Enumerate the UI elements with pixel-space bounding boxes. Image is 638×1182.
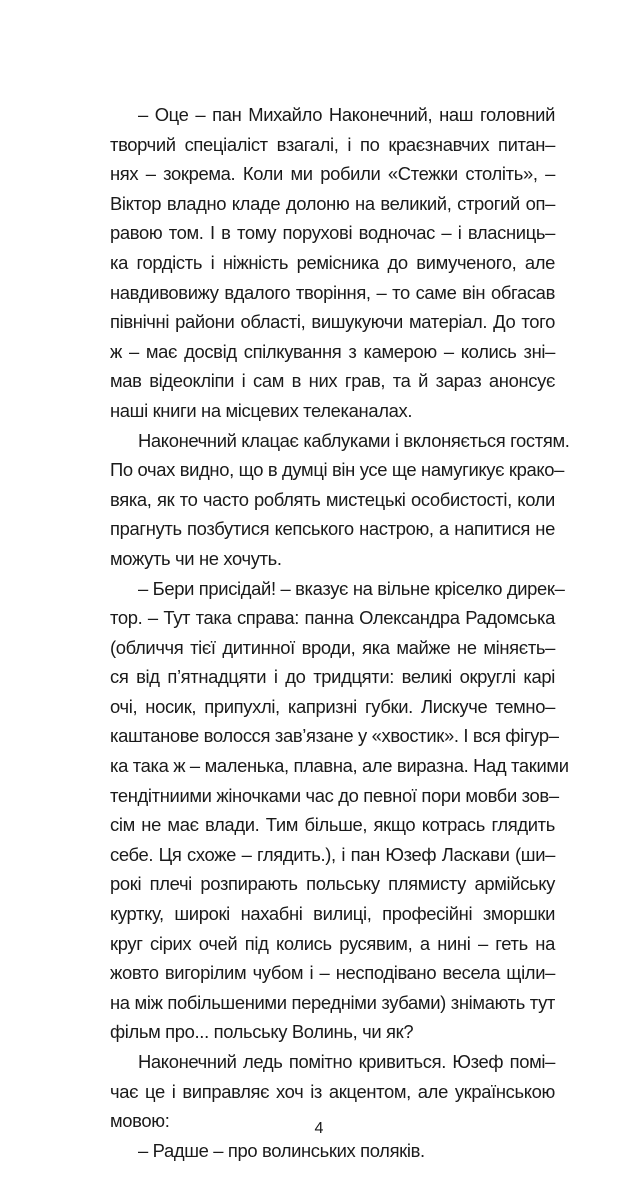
text-line: наші книги на місцевих телеканалах.: [110, 399, 413, 421]
text-line: – Бери присідай! – вказує на вільне кріселко дирек–: [138, 577, 565, 599]
text-line: каштанове волосся зав’язане у «хвостик». І вся фігур–: [110, 725, 559, 747]
text-line: куртку, широкі нахабні вилиці, професійні зморшки: [110, 903, 555, 925]
text-line: північні райони області, вишукуючи матеріал. До того: [110, 311, 555, 333]
text-line: ка така ж – маленька, плавна, але виразна. Над такими: [110, 755, 569, 777]
text-line: прагнуть позбутися кепського настрою, а напитися не: [110, 518, 555, 540]
text-line: навдивовижу вдалого творіння, – то саме він обгасав: [110, 281, 555, 303]
text-line: ся від п’ятнадцяти і до тридцяти: великі округлі карі: [110, 666, 555, 688]
text-line: ж – має досвід спілкування з камерою – колись зні–: [110, 340, 555, 362]
page-text-block: [110, 100, 570, 1165]
text-line: Віктор владно кладе долоню на великий, строгий оп–: [110, 192, 555, 214]
text-line: – Радше – про волинських поляків.: [138, 1139, 425, 1161]
text-line: тор. – Тут така справа: панна Олександра Радомська: [110, 607, 555, 629]
text-line: мовою:: [110, 1110, 170, 1132]
text-line: жовто вигорілим чубом і – несподівано весела щіли–: [110, 962, 555, 984]
text-line: мав відеокліпи і сам в них грав, та й зараз анонсує: [110, 370, 555, 392]
text-line: тендітниими жіночками час до певної пори мовби зов–: [110, 784, 559, 806]
text-line: вяка, як то часто роблять мистецькі особистості, коли: [110, 488, 555, 510]
text-line: можуть чи не хочуть.: [110, 547, 282, 569]
text-line: (обличчя тієї дитинної вроди, яка майже не міняєть–: [110, 636, 555, 658]
text-line: очі, носик, припухлі, капризні губки. Лискуче темно–: [110, 695, 555, 717]
text-line: нях – зокрема. Коли ми робили «Стежки століть», –: [110, 163, 555, 185]
text-line: фільм про... польську Волинь, чи як?: [110, 1021, 414, 1043]
text-line: чає це і виправляє хоч із акцентом, але українською: [110, 1080, 555, 1102]
text-line: круг сірих очей під колись русявим, а нині – геть на: [110, 932, 555, 954]
text-line: равою том. І в тому порухові водночас – і власниць–: [110, 222, 555, 244]
page-number: 4: [314, 1120, 324, 1137]
text-line: сім не має влади. Тим більше, якщо котрась глядить: [110, 814, 555, 836]
text-line: Наконечний ледь помітно кривиться. Юзеф помі–: [138, 1051, 555, 1072]
text-line: – Оце – пан Михайло Наконечний, наш головний: [138, 104, 555, 125]
text-line: ка гордість і ніжність ремісника до вимученого, але: [110, 251, 555, 273]
text-line: себе. Ця схоже – глядить.), і пан Юзеф Ласкави (ши–: [110, 843, 555, 865]
text-line: на між побільшеними передніми зубами) знімають тут: [110, 991, 555, 1013]
text-line: творчий спеціаліст взагалі, і по краєзнавчих питан–: [110, 133, 555, 155]
text-line: Наконечний клацає каблуками і вклоняється гостям.: [138, 429, 570, 451]
text-line: рокі плечі розпирають польську плямисту армійську: [110, 873, 555, 895]
text-line: По очах видно, що в думці він усе ще намугикує крако–: [110, 459, 565, 481]
